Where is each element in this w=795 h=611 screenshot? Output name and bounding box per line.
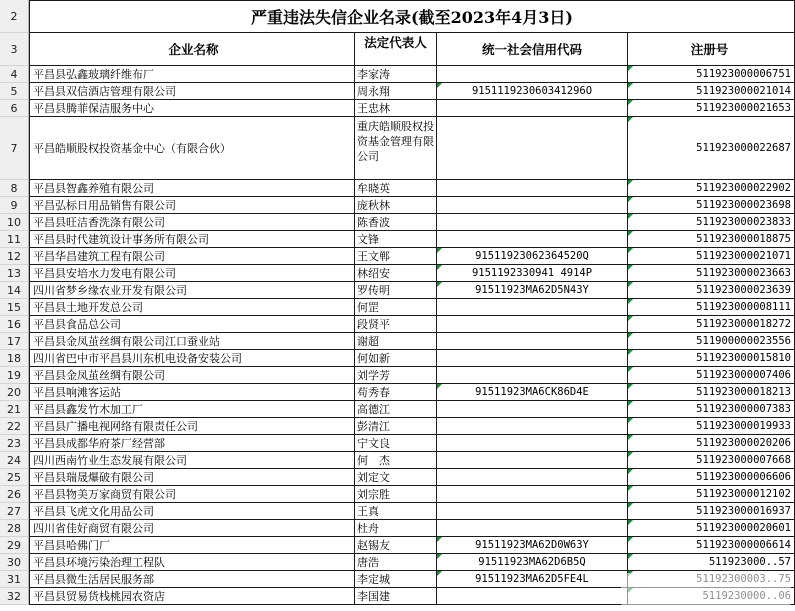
legal-rep-cell[interactable]: 段贤平 bbox=[355, 316, 437, 333]
credit-code-cell[interactable]: 91511923062364520Q bbox=[437, 248, 628, 265]
legal-rep-cell[interactable]: 罗传明 bbox=[355, 282, 437, 299]
table-row bbox=[29, 316, 795, 333]
sheet-title[interactable]: 严重违法失信企业名录(截至2023年4月3日) bbox=[29, 0, 795, 33]
table-row bbox=[29, 435, 795, 452]
table-row bbox=[29, 197, 795, 214]
reg-no-cell[interactable]: 511923000018272 bbox=[628, 316, 795, 333]
reg-no-cell[interactable]: 511923000006606 bbox=[628, 469, 795, 486]
reg-no-cell[interactable]: 511923000022902 bbox=[628, 180, 795, 197]
row-number[interactable]: 30 bbox=[0, 554, 29, 571]
title-row bbox=[29, 0, 795, 33]
reg-no-cell[interactable]: 511923000008111 bbox=[628, 299, 795, 316]
legal-rep-cell[interactable]: 王忠林 bbox=[355, 100, 437, 117]
legal-rep-cell[interactable]: 高德江 bbox=[355, 401, 437, 418]
table-row bbox=[29, 452, 795, 469]
table-row bbox=[29, 333, 795, 350]
reg-no-cell[interactable]: 511923000006614 bbox=[628, 537, 795, 554]
credit-code-cell[interactable] bbox=[437, 520, 628, 537]
table-row bbox=[29, 350, 795, 367]
credit-code-cell[interactable] bbox=[437, 117, 628, 180]
legal-rep-cell[interactable]: 何罡 bbox=[355, 299, 437, 316]
credit-code-cell[interactable]: 91511923MA6CK86D4E bbox=[437, 384, 628, 401]
reg-no-cell[interactable]: 511923000020601 bbox=[628, 520, 795, 537]
credit-code-cell[interactable]: 9151192330941 4914P bbox=[437, 265, 628, 282]
credit-code-cell[interactable] bbox=[437, 197, 628, 214]
row-number[interactable]: 6 bbox=[0, 100, 29, 117]
credit-code-cell[interactable] bbox=[437, 588, 628, 605]
credit-code-cell[interactable] bbox=[437, 486, 628, 503]
credit-code-cell[interactable] bbox=[437, 503, 628, 520]
company-name-cell[interactable]: 平昌县弘鑫玻璃纤维布厂 bbox=[29, 66, 355, 83]
legal-rep-cell[interactable]: 唐浩 bbox=[355, 554, 437, 571]
company-name-cell[interactable]: 平昌县广播电视网络有限责任公司 bbox=[29, 418, 355, 435]
table-row bbox=[29, 214, 795, 231]
legal-rep-cell[interactable]: 刘定文 bbox=[355, 469, 437, 486]
reg-no-cell[interactable]: 511900000023556 bbox=[628, 333, 795, 350]
company-name-cell[interactable]: 平昌县智鑫养殖有限公司 bbox=[29, 180, 355, 197]
header-row bbox=[29, 33, 795, 66]
reg-no-cell[interactable]: 511923000023663 bbox=[628, 265, 795, 282]
row-number[interactable]: 26 bbox=[0, 486, 29, 503]
table-row bbox=[29, 418, 795, 435]
legal-rep-cell[interactable]: 谢超 bbox=[355, 333, 437, 350]
table-row bbox=[29, 231, 795, 248]
company-name-cell[interactable]: 平昌县食品总公司 bbox=[29, 316, 355, 333]
company-name-cell[interactable]: 平昌县贸易货栈桃园农资店 bbox=[29, 588, 355, 605]
reg-no-cell[interactable]: 511923000007668 bbox=[628, 452, 795, 469]
table-row bbox=[29, 100, 795, 117]
row-number[interactable]: 2 bbox=[0, 0, 29, 33]
company-name-cell[interactable]: 四川省梦乡缘农业开发有限公司 bbox=[29, 282, 355, 299]
table-row bbox=[29, 180, 795, 197]
credit-code-cell[interactable]: 91511923MA62D6B5Q bbox=[437, 554, 628, 571]
table-row bbox=[29, 265, 795, 282]
row-number[interactable]: 11 bbox=[0, 231, 29, 248]
table-row bbox=[29, 66, 795, 83]
table-row bbox=[29, 520, 795, 537]
company-name-cell[interactable]: 平昌县微生活居民服务部 bbox=[29, 571, 355, 588]
company-name-cell[interactable]: 平昌县哈佛门厂 bbox=[29, 537, 355, 554]
credit-code-cell[interactable] bbox=[437, 367, 628, 384]
header-reg-no[interactable]: 注册号 bbox=[628, 33, 795, 66]
company-name-cell[interactable]: 平昌县腾菲保洁服务中心 bbox=[29, 100, 355, 117]
reg-no-cell[interactable]: 511923000..57 bbox=[628, 554, 795, 571]
legal-rep-cell[interactable]: 李定城 bbox=[355, 571, 437, 588]
reg-no-cell[interactable]: 511923000021071 bbox=[628, 248, 795, 265]
company-name-cell[interactable]: 平昌县物美万家商贸有限公司 bbox=[29, 486, 355, 503]
reg-no-cell[interactable]: 511923000007406 bbox=[628, 367, 795, 384]
company-name-cell[interactable]: 平昌华昌建筑工程有限公司 bbox=[29, 248, 355, 265]
company-name-cell[interactable]: 平昌县成都华府茶厂经营部 bbox=[29, 435, 355, 452]
header-credit-code[interactable]: 统一社会信用代码 bbox=[437, 33, 628, 66]
table-row bbox=[29, 248, 795, 265]
legal-rep-cell[interactable]: 苟秀春 bbox=[355, 384, 437, 401]
table-row bbox=[29, 537, 795, 554]
table-row bbox=[29, 384, 795, 401]
row-number[interactable]: 32 bbox=[0, 588, 29, 605]
table-row bbox=[29, 554, 795, 571]
credit-code-cell[interactable]: 91511923MA62D0W63Y bbox=[437, 537, 628, 554]
credit-code-cell[interactable] bbox=[437, 66, 628, 83]
watermark-overlay bbox=[621, 573, 791, 607]
reg-no-cell[interactable]: 511923000012102 bbox=[628, 486, 795, 503]
row-number[interactable]: 14 bbox=[0, 282, 29, 299]
reg-no-cell[interactable]: 511923000007383 bbox=[628, 401, 795, 418]
credit-code-cell[interactable]: 91511923MA62D5FE4L bbox=[437, 571, 628, 588]
table-row bbox=[29, 299, 795, 316]
table-row bbox=[29, 486, 795, 503]
legal-rep-cell[interactable]: 陈香波 bbox=[355, 214, 437, 231]
row-number[interactable]: 15 bbox=[0, 299, 29, 316]
legal-rep-cell[interactable]: 王文郸 bbox=[355, 248, 437, 265]
company-name-cell[interactable]: 平昌县飞虎文化用品公司 bbox=[29, 503, 355, 520]
reg-no-cell[interactable]: 511923000023639 bbox=[628, 282, 795, 299]
company-name-cell[interactable]: 平昌县双信酒店管理有限公司 bbox=[29, 83, 355, 100]
row-number[interactable]: 18 bbox=[0, 350, 29, 367]
credit-code-cell[interactable] bbox=[437, 435, 628, 452]
credit-code-cell[interactable] bbox=[437, 316, 628, 333]
company-name-cell[interactable]: 四川省巴中市平昌县川东机电设备安装公司 bbox=[29, 350, 355, 367]
reg-no-cell[interactable]: 511923000016937 bbox=[628, 503, 795, 520]
row-number[interactable]: 13 bbox=[0, 265, 29, 282]
table-row bbox=[29, 469, 795, 486]
legal-rep-cell[interactable]: 赵锡友 bbox=[355, 537, 437, 554]
legal-rep-cell[interactable]: 牟晓英 bbox=[355, 180, 437, 197]
row-number[interactable]: 27 bbox=[0, 503, 29, 520]
reg-no-cell[interactable]: 511923000022687 bbox=[628, 117, 795, 180]
company-name-cell[interactable]: 平昌县金凤茧丝绸有限公司 bbox=[29, 367, 355, 384]
legal-rep-cell[interactable]: 杜舟 bbox=[355, 520, 437, 537]
table-row bbox=[29, 367, 795, 384]
table-row bbox=[29, 401, 795, 418]
header-legal-rep[interactable]: 法定代表人 bbox=[355, 33, 437, 66]
legal-rep-cell[interactable]: 李国建 bbox=[355, 588, 437, 605]
row-number[interactable]: 4 bbox=[0, 66, 29, 83]
legal-rep-cell[interactable]: 李家涛 bbox=[355, 66, 437, 83]
company-name-cell[interactable]: 平昌县金凤茧丝绸有限公司江口蚕业站 bbox=[29, 333, 355, 350]
row-number[interactable]: 3 bbox=[0, 33, 29, 66]
row-number[interactable]: 12 bbox=[0, 248, 29, 265]
legal-rep-cell[interactable]: 宁文良 bbox=[355, 435, 437, 452]
table-row bbox=[29, 503, 795, 520]
credit-code-cell[interactable] bbox=[437, 469, 628, 486]
row-number[interactable]: 22 bbox=[0, 418, 29, 435]
row-number[interactable]: 19 bbox=[0, 367, 29, 384]
reg-no-cell[interactable]: 511923000020206 bbox=[628, 435, 795, 452]
credit-code-cell[interactable] bbox=[437, 299, 628, 316]
reg-no-cell[interactable]: 511923000021014 bbox=[628, 83, 795, 100]
row-number[interactable]: 25 bbox=[0, 469, 29, 486]
legal-rep-cell[interactable]: 彭清江 bbox=[355, 418, 437, 435]
reg-no-cell[interactable]: 511923000023833 bbox=[628, 214, 795, 231]
credit-code-cell[interactable] bbox=[437, 231, 628, 248]
company-name-cell[interactable]: 平昌弘标日用品销售有限公司 bbox=[29, 197, 355, 214]
row-number[interactable]: 7 bbox=[0, 117, 29, 180]
company-name-cell[interactable]: 平昌县旺洁香洗涤有限公司 bbox=[29, 214, 355, 231]
legal-rep-cell[interactable]: 周永翔 bbox=[355, 83, 437, 100]
row-number[interactable]: 21 bbox=[0, 401, 29, 418]
legal-rep-cell[interactable]: 林绍安 bbox=[355, 265, 437, 282]
row-number[interactable]: 16 bbox=[0, 316, 29, 333]
reg-no-cell[interactable]: 511923000018213 bbox=[628, 384, 795, 401]
row-number[interactable]: 17 bbox=[0, 333, 29, 350]
company-name-cell[interactable]: 平昌县环境污染治理工程队 bbox=[29, 554, 355, 571]
company-name-cell[interactable]: 平昌县瑞晟爆破有限公司 bbox=[29, 469, 355, 486]
company-name-cell[interactable]: 平昌皓顺股权投资基金中心（有限合伙） bbox=[29, 117, 355, 180]
company-name-cell[interactable]: 平昌县鑫发竹木加工厂 bbox=[29, 401, 355, 418]
credit-code-cell[interactable]: 915111923060341296O bbox=[437, 83, 628, 100]
table-row bbox=[29, 117, 795, 180]
reg-no-cell[interactable]: 511923000019933 bbox=[628, 418, 795, 435]
legal-rep-cell[interactable]: 重庆皓顺股权投资基金管理有限公司 bbox=[355, 117, 437, 180]
credit-code-cell[interactable] bbox=[437, 180, 628, 197]
header-company[interactable]: 企业名称 bbox=[29, 33, 355, 66]
row-number[interactable]: 31 bbox=[0, 571, 29, 588]
row-number[interactable]: 10 bbox=[0, 214, 29, 231]
company-name-cell[interactable]: 平昌县安培水力发电有限公司 bbox=[29, 265, 355, 282]
credit-code-cell[interactable] bbox=[437, 214, 628, 231]
legal-rep-cell[interactable]: 刘宗胜 bbox=[355, 486, 437, 503]
reg-no-cell[interactable]: 511923000015810 bbox=[628, 350, 795, 367]
legal-rep-cell[interactable]: 庞秋林 bbox=[355, 197, 437, 214]
company-name-cell[interactable]: 平昌县土地开发总公司 bbox=[29, 299, 355, 316]
legal-rep-cell[interactable]: 王真 bbox=[355, 503, 437, 520]
credit-code-cell[interactable] bbox=[437, 401, 628, 418]
company-name-cell[interactable]: 平昌县响滩客运站 bbox=[29, 384, 355, 401]
reg-no-cell[interactable]: 511923000018875 bbox=[628, 231, 795, 248]
row-number[interactable]: 5 bbox=[0, 83, 29, 100]
reg-no-cell[interactable]: 511923000006751 bbox=[628, 66, 795, 83]
legal-rep-cell[interactable]: 刘学芳 bbox=[355, 367, 437, 384]
row-number[interactable]: 23 bbox=[0, 435, 29, 452]
credit-code-cell[interactable] bbox=[437, 350, 628, 367]
table-row bbox=[29, 83, 795, 100]
table-row bbox=[29, 282, 795, 299]
credit-code-cell[interactable] bbox=[437, 333, 628, 350]
row-number[interactable]: 29 bbox=[0, 537, 29, 554]
company-name-cell[interactable]: 平昌县时代建筑设计事务所有限公司 bbox=[29, 231, 355, 248]
legal-rep-cell[interactable]: 文锋 bbox=[355, 231, 437, 248]
reg-no-cell[interactable]: 511923000021653 bbox=[628, 100, 795, 117]
row-number[interactable]: 9 bbox=[0, 197, 29, 214]
row-number[interactable]: 28 bbox=[0, 520, 29, 537]
company-name-cell[interactable]: 四川西南竹业生态发展有限公司 bbox=[29, 452, 355, 469]
row-number[interactable]: 8 bbox=[0, 180, 29, 197]
credit-code-cell[interactable] bbox=[437, 418, 628, 435]
row-number[interactable]: 24 bbox=[0, 452, 29, 469]
credit-code-cell[interactable]: 91511923MA62D5N43Y bbox=[437, 282, 628, 299]
legal-rep-cell[interactable]: 何如新 bbox=[355, 350, 437, 367]
company-name-cell[interactable]: 四川省佳好商贸有限公司 bbox=[29, 520, 355, 537]
credit-code-cell[interactable] bbox=[437, 452, 628, 469]
credit-code-cell[interactable] bbox=[437, 100, 628, 117]
reg-no-cell[interactable]: 511923000023698 bbox=[628, 197, 795, 214]
row-number[interactable]: 20 bbox=[0, 384, 29, 401]
legal-rep-cell[interactable]: 何 杰 bbox=[355, 452, 437, 469]
